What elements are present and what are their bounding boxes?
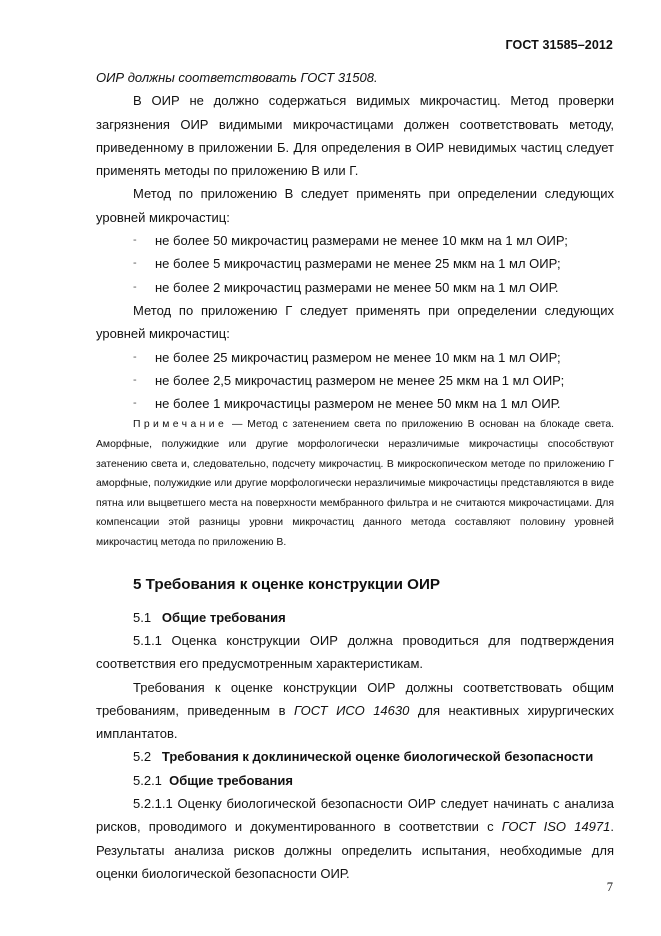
paragraph-microparticles: В ОИР не должно содержаться видимых микрочастиц. Метод проверки загрязнения ОИР видимыми микрочастицами должен соответствовать методу, приведенному в приложении Б. Для определения в ОИР невидимых частиц следует применять методы по приложению В или Г. — [96, 93, 614, 179]
bullet-icon: - — [133, 280, 137, 293]
paragraph-method-g: Метод по приложению Г следует применять при определении следующих уровней микрочастиц: — [96, 302, 614, 342]
bullet-icon: - — [133, 397, 137, 410]
standard-designation: ГОСТ 31585–2012 — [505, 38, 613, 52]
bullet-icon: - — [133, 234, 137, 247]
note-text: — Метод с затенением света по приложению В основан на блокаде света. Аморфные, полужидкие или другие морфологически неразличимые микрочастицы способствуют затенению света и, следовательно, подсчету микрочастиц. В микроскопическом методе по приложению Г аморфные, полужидкие или другие морфологически неразличимые микрочастицы представляются в виде пятна или выцветшего места на поверхности мембранного фильтра и не считаются микрочастицами. Для компенсации этой разницы уровни микрочастиц данного метода составляют половину уровней микрочастиц метода по приложению В. — [96, 419, 614, 549]
list-item: - не более 1 микрочастицы размером не менее 50 мкм на 1 мл ОИР. — [96, 392, 614, 415]
paragraph-continuation: ОИР должны соответствовать ГОСТ 31508. — [96, 70, 378, 85]
paragraph-method-v: Метод по приложению В следует применять при определении следующих уровней микрочастиц: — [96, 186, 614, 225]
paragraph-design-requirements: Требования к оценке конструкции ОИР должны соответствовать общим требованиям, приведенным в ГОСТ ИСО 14630 для неактивных хирургических имплантатов. — [96, 679, 614, 742]
subsection-heading-5-2: 5.2 Требования к доклинической оценке биологической безопасности — [133, 749, 594, 765]
list-item: - не более 2,5 микрочастиц размером не менее 25 мкм на 1 мл ОИР; — [96, 369, 614, 392]
list-item: - не более 5 микрочастиц размерами не менее 25 мкм на 1 мл ОИР; — [96, 252, 614, 275]
list-item: - не более 50 микрочастиц размерами не менее 10 мкм на 1 мл ОИР; — [96, 229, 614, 252]
note-lead: Примечание — [133, 419, 228, 431]
reference-gost-iso-14971: ГОСТ ISO 14971 — [501, 819, 611, 835]
page-content — [96, 66, 614, 885]
bullet-icon: - — [133, 373, 137, 386]
note-block — [96, 415, 614, 552]
bullet-icon: - — [133, 350, 137, 363]
list-item: - не более 2 микрочастиц размерами не менее 50 мкм на 1 мл ОИР. — [96, 276, 614, 299]
subsection-heading-5-2-1: 5.2.1 Общие требования — [133, 772, 293, 788]
page-number: 7 — [606, 880, 613, 894]
reference-gost-iso-14630: ГОСТ ИСО 14630 — [293, 702, 410, 718]
subsection-heading-5-1: 5.1 Общие требования — [133, 609, 286, 625]
section-heading-5: 5 Требования к оценке конструкции ОИР — [133, 575, 440, 593]
bullet-icon: - — [133, 257, 137, 270]
paragraph-5-2-1-1: 5.2.1.1 Оценку биологической безопасности ОИР следует начинать с анализа рисков, проводимого и документированного в соответствии с ГОСТ ISO 14971. Результаты анализа рисков должны определить испытания, необходимые для оценки биологической безопасности ОИР. — [96, 795, 614, 881]
paragraph-5-1-1: 5.1.1 Оценка конструкции ОИР должна проводиться для подтверждения соответствия его предусмотренным характеристикам. — [96, 632, 614, 672]
list-item: - не более 25 микрочастиц размером не менее 10 мкм на 1 мл ОИР; — [96, 346, 614, 369]
